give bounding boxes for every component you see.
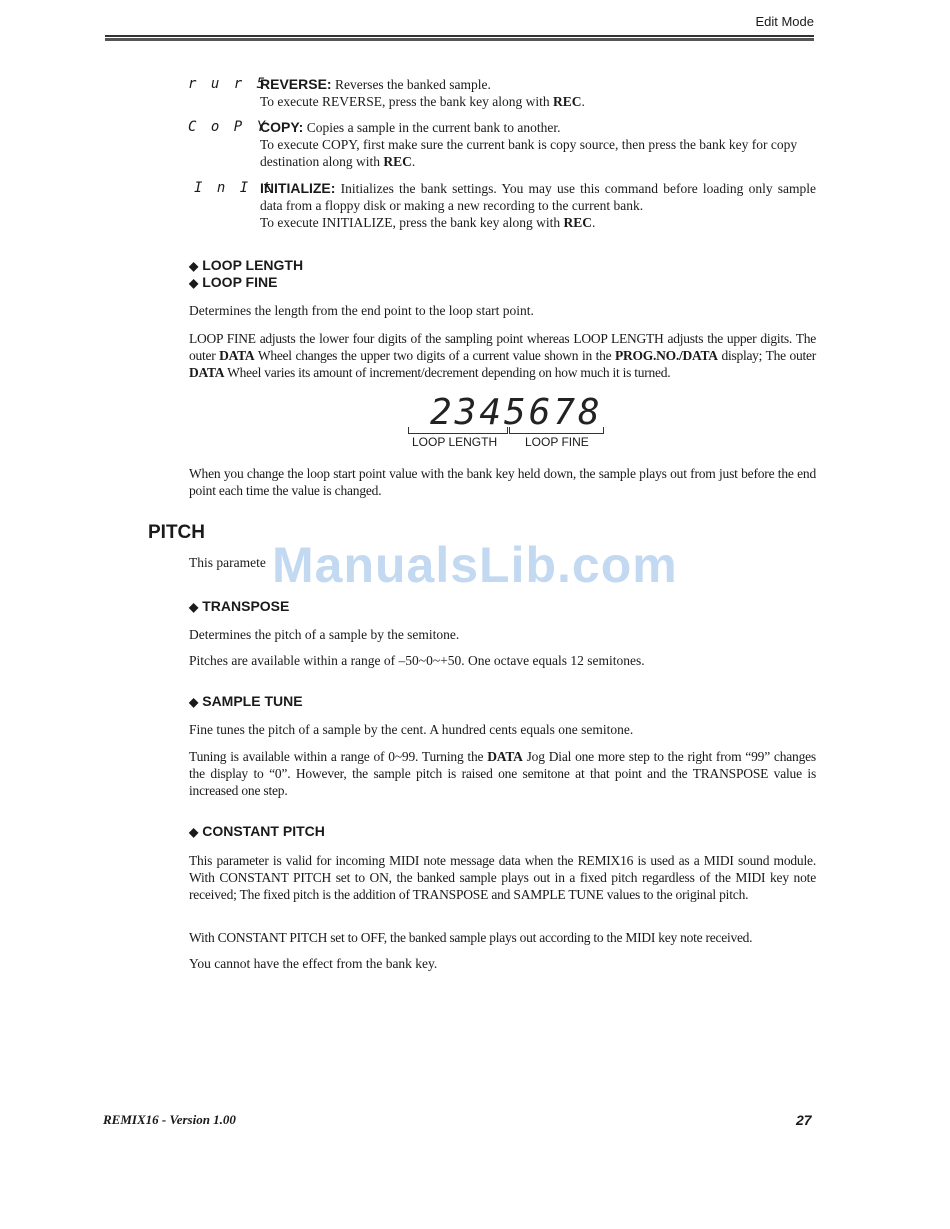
transpose-desc: Determines the pitch of a sample by the semitone. [189,627,460,642]
constant-note: You cannot have the effect from the bank key. [189,956,438,971]
entry-reverse-label: REVERSE: [260,76,332,92]
subhead-text: SAMPLE TUNE [202,693,303,709]
subhead-text: TRANSPOSE [202,598,290,614]
loop-note: When you change the loop start point value with the bank key held down, the sample plays out from just before the end point each time the value is changed. [189,466,816,498]
t: DATA [219,348,255,363]
punct: . [581,94,585,109]
page-number: 27 [796,1112,812,1128]
loop-detail [189,330,816,381]
entry-copy-label: COPY: [260,119,304,135]
subhead-text: LOOP LENGTH [202,257,304,273]
subhead-constant-pitch [189,823,325,839]
watermark: ManualsLib.com [272,537,678,593]
lcd-copy-code: C o P Y [188,119,269,135]
footer-product-version: REMIX16 - Version 1.00 [103,1112,236,1127]
punct: . [411,154,416,169]
lcd-reverse-code: r u r 5 [188,76,269,92]
diamond-bullet-icon: ◆ [189,259,199,273]
subhead-loop-length [189,257,303,273]
pitch-intro: This paramete [189,555,266,570]
entry-init-instr: To execute INITIALIZE, press the bank key along with [260,215,564,230]
entry-reverse-instr: To execute REVERSE, press the bank key along with [260,94,553,109]
tune-desc: Fine tunes the pitch of a sample by the cent. A hundred cents equals one semitone. [189,722,634,737]
t: Wheel varies its amount of increment/decrement depending on how much it is turned. [224,365,671,380]
entry-copy [260,119,816,170]
t: Tuning is available within a range of 0~99. Turning the [189,749,488,764]
loop-desc: Determines the length from the end point to the loop start point. [189,303,534,318]
diamond-bullet-icon: ◆ [189,825,199,839]
lcd-init-code: I n I t [194,180,275,196]
subhead-text: CONSTANT PITCH [202,823,325,839]
t: PROG.NO./DATA [615,348,718,363]
transpose-range: Pitches are available within a range of –50~0~+50. One octave equals 12 semitones. [189,653,645,668]
subhead-sample-tune [189,693,303,709]
bracket-loop-fine [509,427,604,434]
t: display; The outer [717,348,816,363]
subhead-text: LOOP FINE [202,274,278,290]
rec-key-ref: REC [563,215,592,230]
entry-init-label: INITIALIZE: [260,180,336,196]
subhead-loop-fine [189,274,277,290]
label-loop-length: LOOP LENGTH [412,435,498,449]
running-header: Edit Mode [755,14,814,29]
punct: . [591,215,596,230]
section-title-pitch: PITCH [148,522,205,543]
t: LOOP FINE adjusts the lower four digits of the sampling point whereas LOOP LENGTH adjusts the upper digits. The outer [189,331,816,363]
constant-desc: This parameter is valid for incoming MIDI note message data when the REMIX16 is used as a MIDI sound module. With CONSTANT PITCH set to ON, the banked sample plays out in a fixed pitch regardless of the MIDI key note received; The fixed pitch is the addition of TRANSPOSE and SAMPLE TUNE values to the original pitch. [189,853,816,902]
t: DATA [487,749,523,764]
tune-range [189,748,816,799]
diamond-bullet-icon: ◆ [189,600,199,614]
t: DATA [189,365,225,380]
entry-copy-instr: To execute COPY, first make sure the current bank is copy source, then press the bank key for copy destination along with [260,137,798,169]
bracket-loop-length [408,427,508,434]
diamond-bullet-icon: ◆ [189,276,199,290]
header-rule [105,35,814,43]
lcd-display-digits: 2345678 [430,392,603,433]
entry-reverse-desc: Reverses the banked sample. [331,77,491,92]
rec-key-ref: REC [383,154,412,169]
rec-key-ref: REC [553,94,582,109]
entry-reverse [260,76,816,110]
diamond-bullet-icon: ◆ [189,695,199,709]
t: Wheel changes the upper two digits of a current value shown in the [254,348,616,363]
label-loop-fine: LOOP FINE [525,435,589,449]
entry-initialize [260,180,816,231]
t: Jog Dial one more step to the right from “99” changes the display to “0”. However, the sample pitch is raised one semitone at that point and the TRANSPOSE value is increased one step. [189,749,816,798]
subhead-transpose [189,598,289,614]
entry-copy-desc: Copies a sample in the current bank to another. [303,120,561,135]
entry-init-desc: Initializes the bank settings. You may use this command before loading only sample data from a floppy disk or making a new recording to the current bank. [260,181,816,213]
constant-off: With CONSTANT PITCH set to OFF, the banked sample plays out according to the MIDI key note received. [189,930,753,945]
